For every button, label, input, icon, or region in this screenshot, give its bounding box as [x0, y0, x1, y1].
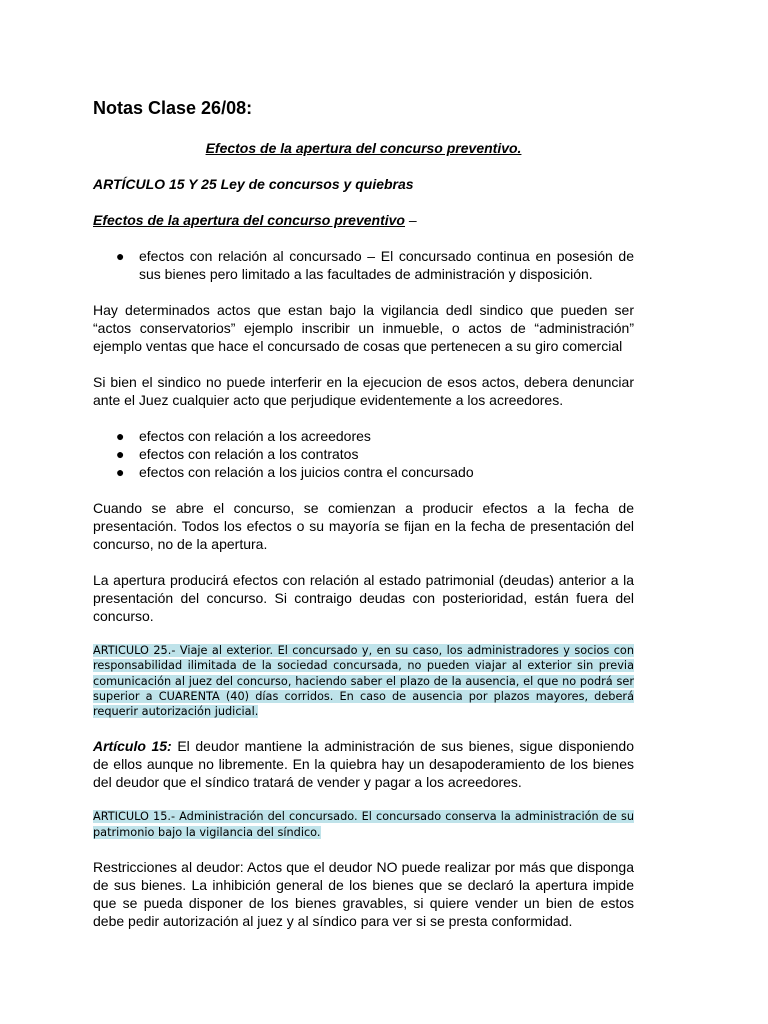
- document-title: Notas Clase 26/08:: [93, 98, 253, 118]
- section-heading-text: Efectos de la apertura del concurso preventivo: [93, 212, 405, 228]
- list-item-text: efectos con relación a los juicios contra el concursado: [139, 464, 474, 480]
- list-item: [116, 247, 634, 283]
- bullet-icon: ●: [116, 464, 125, 480]
- bullet-list-efectos: [93, 427, 634, 481]
- bullet-list-concursado: [93, 247, 634, 283]
- paragraph-actos: Hay determinados actos que estan bajo la vigilancia dedl sindico que pueden ser “actos conservatorios” ejemplo inscribir un inmueble, o actos de “administración” ejemplo ventas que hace el concursado de cosas que pertenecen a su giro comercial: [93, 302, 634, 354]
- bullet-icon: ●: [116, 446, 125, 462]
- document-subtitle: [93, 139, 634, 157]
- highlighted-article-15-text: ARTICULO 15.- Administración del concursado. El concursado conserva la administración de su patrimonio bajo la vigilancia del síndico.: [93, 810, 634, 839]
- list-item-text: efectos con relación a los contratos: [139, 446, 359, 462]
- highlighted-article-25-text: ARTICULO 25.- Viaje al exterior. El concursado y, en su caso, los administradores y socios con responsabilidad ilimitada de la sociedad concursada, no pueden viajar al exterior sin previa comunicación al juez del concurso, haciendo saber el plazo de la ausencia, el que no podrá ser superior a CUARENTA (40) días corridos. En caso de ausencia por plazos mayores, deberá requerir autorización judicial.: [93, 644, 634, 719]
- list-item-text: efectos con relación al concursado – El concursado continua en posesión de sus bienes pero limitado a las facultades de administración y disposición.: [139, 248, 634, 282]
- section-heading: [93, 211, 634, 229]
- paragraph-sindico: Si bien el sindico no puede interferir en la ejecucion de esos actos, debera denunciar ante el Juez cualquier acto que perjudique evidentemente a los acreedores.: [93, 374, 634, 408]
- list-item-text: efectos con relación a los acreedores: [139, 428, 371, 444]
- list-item: [116, 445, 634, 463]
- paragraph-estado-patrimonial: La apertura producirá efectos con relación al estado patrimonial (deudas) anterior a la presentación del concurso. Si contraigo deudas con posterioridad, están fuera del concurso.: [93, 572, 634, 624]
- paragraph-presentacion: Cuando se abre el concurso, se comienzan a producir efectos a la fecha de presentación. Todos los efectos o su mayoría se fijan en la fecha de presentación del concurso, no de la apertura.: [93, 500, 634, 552]
- list-item: [116, 463, 634, 481]
- article-heading: ARTÍCULO 15 Y 25 Ley de concursos y quiebras: [93, 176, 414, 192]
- paragraph-articulo-15: [93, 737, 634, 791]
- articulo-15-text: El deudor mantiene la administración de sus bienes, sigue disponiendo de ellos aunque no libremente. En la quiebra hay un desapoderamiento de los bienes del deudor que el síndico tratará de vender y pagar a los acreedores.: [93, 738, 635, 791]
- highlighted-article-15: [93, 809, 634, 840]
- bullet-icon: ●: [116, 248, 125, 264]
- articulo-15-label: Artículo 15:: [93, 738, 172, 755]
- paragraph-restricciones: Restricciones al deudor: Actos que el deudor NO puede realizar por más que disponga de sus bienes. La inhibición general de los bienes que se declaró la apertura impide que se pueda disponer de los bienes gravables, si quiere vender un bien de estos debe pedir autorización al juez y al síndico para ver si se presta conformidad.: [93, 859, 634, 930]
- list-item: [116, 427, 634, 445]
- highlighted-article-25: [93, 643, 634, 719]
- document-subtitle-text: Efectos de la apertura del concurso preventivo.: [205, 140, 522, 156]
- section-heading-suffix: –: [405, 212, 417, 228]
- bullet-icon: ●: [116, 428, 125, 444]
